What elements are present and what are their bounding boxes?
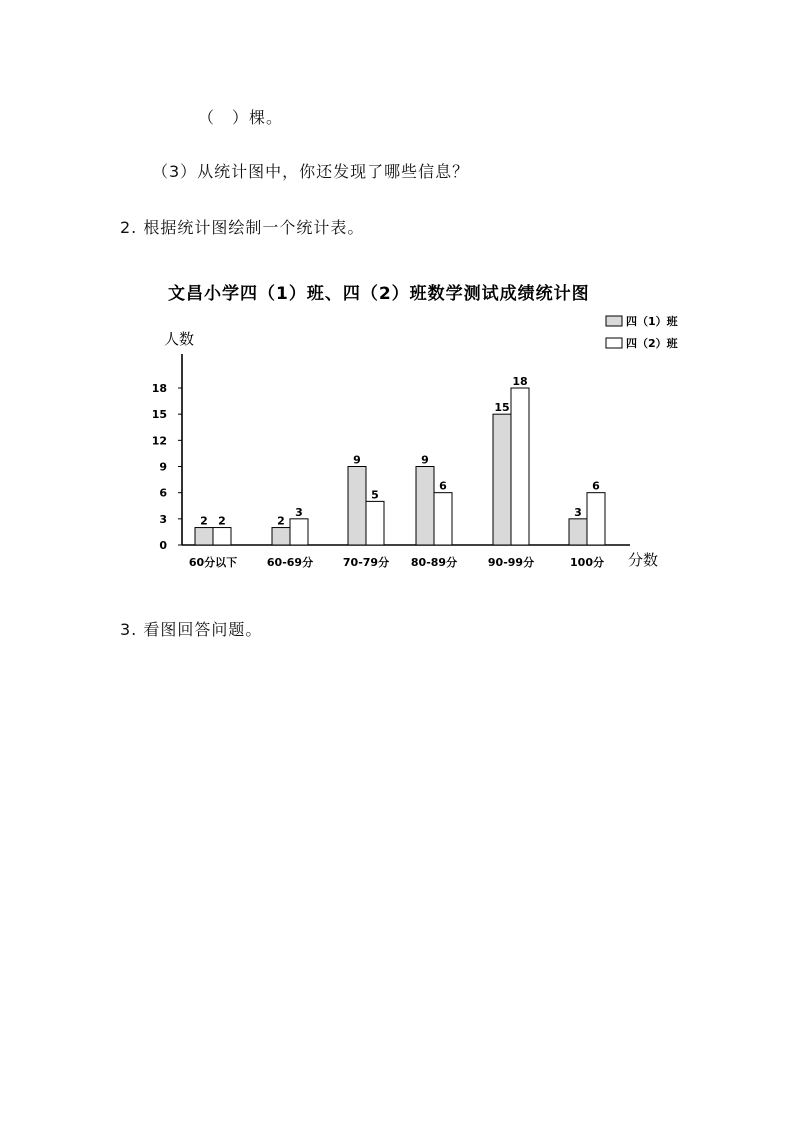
y-tick-label: 9 <box>159 460 167 474</box>
bar-class1 <box>195 528 213 545</box>
bar-value-label: 15 <box>494 401 510 415</box>
legend-label-class1: 四（1）班 <box>626 315 678 328</box>
category-label: 60分以下 <box>188 556 238 569</box>
y-ticks <box>152 382 182 552</box>
bar-class1 <box>569 519 587 545</box>
bar-chart <box>150 276 710 586</box>
category-label: 60-69分 <box>266 556 314 569</box>
bar-value-label: 18 <box>512 375 528 388</box>
category-labels <box>189 555 604 569</box>
x-axis-label: 分数 <box>628 551 659 569</box>
y-tick-label: 12 <box>151 434 167 448</box>
legend <box>606 314 679 350</box>
bar-value-label: 2 <box>218 514 226 528</box>
bar-value-label: 9 <box>353 453 361 467</box>
bars <box>195 375 605 545</box>
bar-value-label: 6 <box>592 479 600 493</box>
y-tick-label: 18 <box>151 382 167 395</box>
bar-value-label: 3 <box>574 505 582 519</box>
bar-value-label: 2 <box>200 514 208 528</box>
question-3: 3. 看图回答问题。 <box>120 620 263 639</box>
legend-swatch-class2 <box>606 338 622 348</box>
y-tick-label: 0 <box>159 539 167 552</box>
question-2: 2. 根据统计图绘制一个统计表。 <box>120 218 365 237</box>
bar-class2 <box>511 388 529 545</box>
y-axis-label: 人数 <box>164 330 195 348</box>
bar-class1 <box>493 414 511 545</box>
bar-class2 <box>434 493 452 545</box>
bar-class2 <box>587 493 605 545</box>
bar-class1 <box>416 467 434 546</box>
y-tick-label: 3 <box>159 512 167 526</box>
legend-label-class2: 四（2）班 <box>626 337 678 350</box>
bar-class1 <box>272 528 290 545</box>
chart-title: 文昌小学四（1）班、四（2）班数学测试成绩统计图 <box>168 284 590 304</box>
bar-value-label: 3 <box>295 505 303 519</box>
bar-class2 <box>213 528 231 545</box>
legend-swatch-class1 <box>606 316 622 326</box>
blank-answer-line: （ ）棵。 <box>198 108 284 127</box>
category-label: 70-79分 <box>342 556 390 569</box>
bar-class2 <box>290 519 308 545</box>
y-tick-label: 15 <box>151 408 167 422</box>
question-3-sub: （3）从统计图中，你还发现了哪些信息？ <box>152 162 470 181</box>
category-label: 90-99分 <box>487 556 535 569</box>
bar-value-label: 2 <box>277 514 285 528</box>
bar-class2 <box>366 501 384 545</box>
bar-value-label: 6 <box>439 479 447 493</box>
bar-class1 <box>348 467 366 546</box>
y-tick-label: 6 <box>159 486 167 500</box>
bar-value-label: 5 <box>371 488 379 502</box>
category-label: 80-89分 <box>410 556 458 569</box>
bar-value-label: 9 <box>421 453 429 467</box>
category-label: 100分 <box>570 556 604 569</box>
